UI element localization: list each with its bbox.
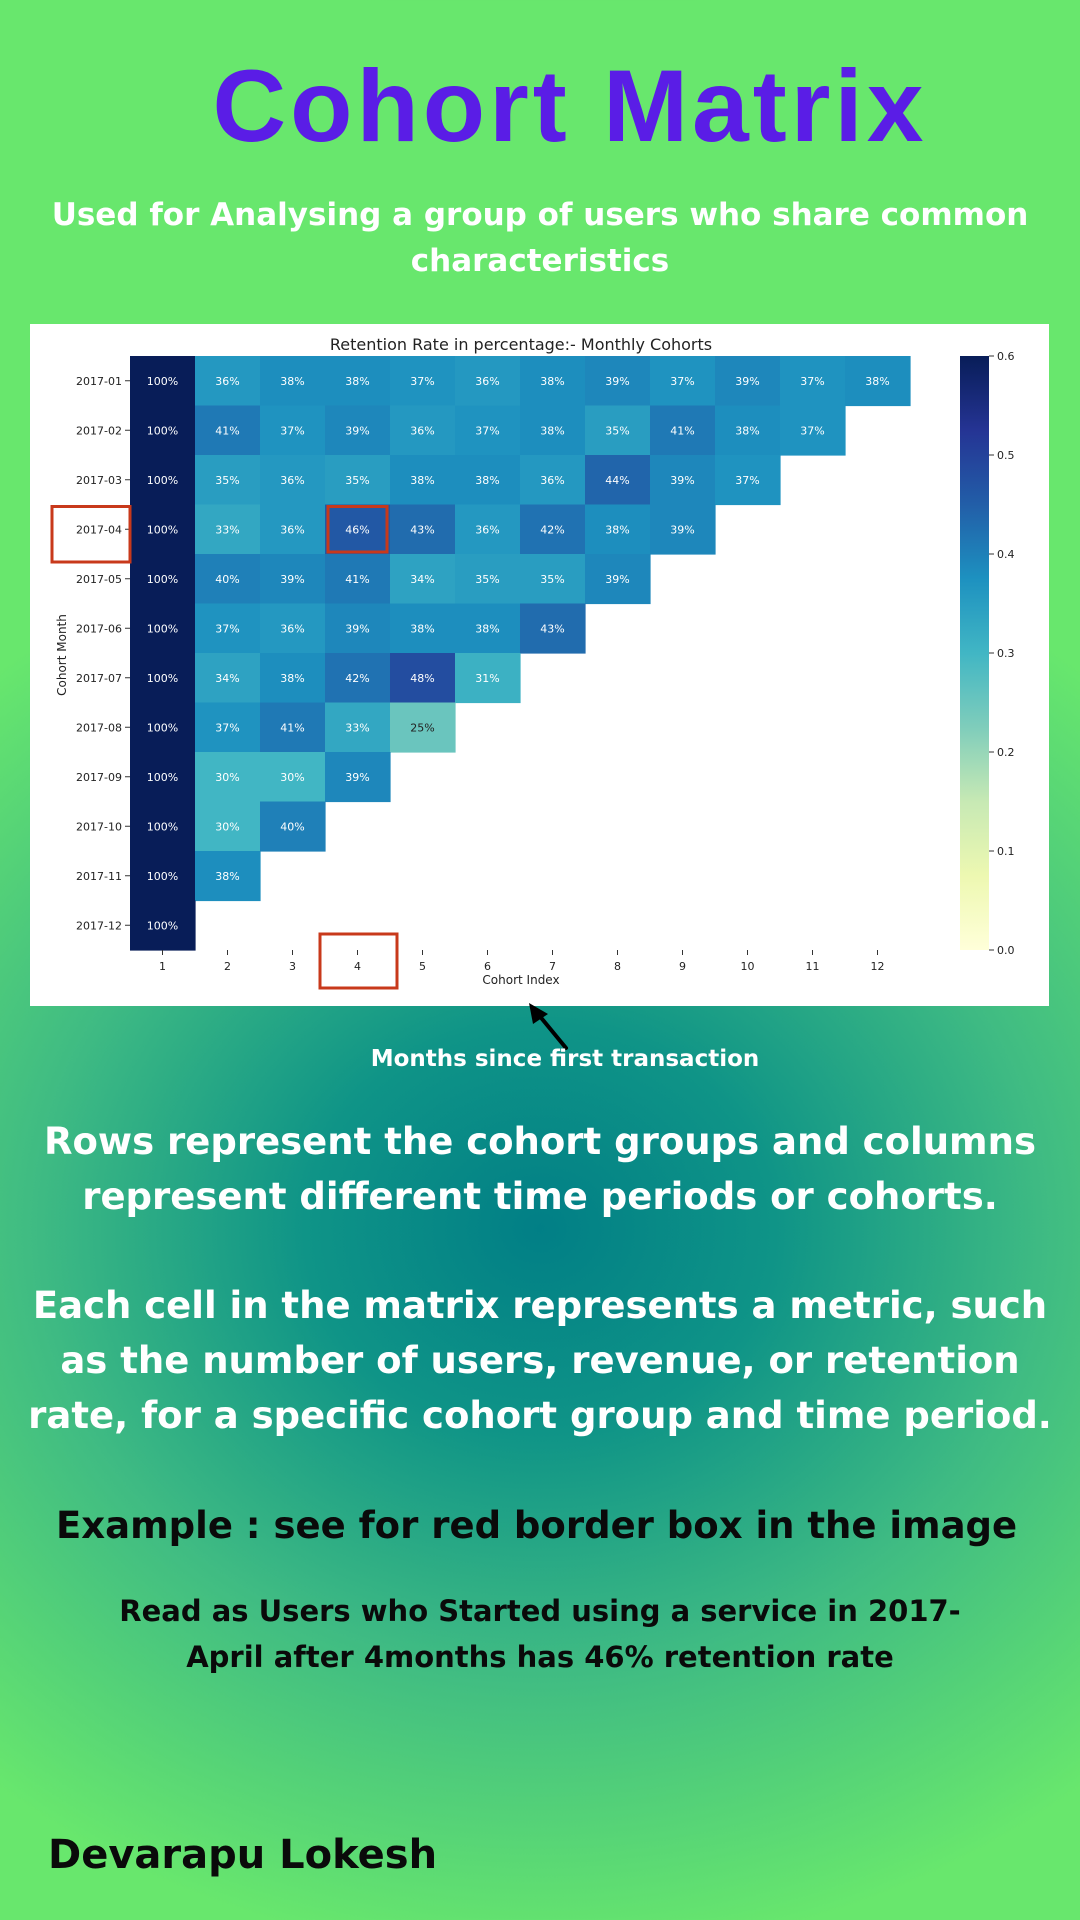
cell-value-label: 38% — [735, 424, 760, 438]
cell-value-label: 35% — [540, 572, 565, 586]
cell-value-label: 100% — [146, 721, 179, 735]
x-tick-label: 11 — [805, 960, 820, 973]
x-tick-label: 4 — [354, 960, 361, 973]
cell-value-label: 100% — [146, 473, 179, 487]
x-tick-label: 2 — [224, 960, 231, 973]
cohort-heatmap — [30, 324, 1049, 1006]
cell-value-label: 39% — [280, 572, 305, 586]
x-tick-label: 9 — [679, 960, 686, 973]
cell-value-label: 38% — [605, 523, 630, 537]
cell-value-label: 43% — [540, 622, 565, 636]
y-tick-label: 2017-05 — [76, 572, 122, 586]
cell-value-label: 37% — [410, 374, 435, 388]
cell-value-label: 48% — [410, 671, 435, 685]
page-title: Cohort Matrix — [212, 49, 928, 163]
cell-metric-description: Each cell in the matrix represents a metric, such as the number of users, revenue, or retention rate, for a specific cohort group and time period. — [28, 1284, 1052, 1437]
cell-value-label: 100% — [146, 869, 179, 883]
cell-value-label: 44% — [605, 473, 630, 487]
cell-value-label: 30% — [215, 770, 240, 784]
cohort-heatmap-panel — [30, 324, 1049, 1006]
x-tick-label: 1 — [159, 960, 166, 973]
x-tick-label: 5 — [419, 960, 426, 973]
y-tick-label: 2017-03 — [76, 473, 122, 487]
cell-value-label: 36% — [280, 523, 305, 537]
y-tick-label: 2017-01 — [76, 374, 122, 388]
cell-value-label: 39% — [345, 622, 370, 636]
cell-value-label: 37% — [670, 374, 695, 388]
cell-value-label: 39% — [345, 424, 370, 438]
cell-value-label: 39% — [605, 572, 630, 586]
author-name: Devarapu Lokesh — [48, 1832, 438, 1878]
y-tick-label: 2017-11 — [76, 869, 122, 883]
y-tick-label: 2017-02 — [76, 424, 122, 438]
cell-value-label: 37% — [735, 473, 760, 487]
cell-value-label: 38% — [280, 671, 305, 685]
cell-value-label: 41% — [345, 572, 370, 586]
cell-value-label: 38% — [475, 622, 500, 636]
cell-value-label: 38% — [280, 374, 305, 388]
cell-value-label: 36% — [540, 473, 565, 487]
cell-value-label: 40% — [215, 572, 240, 586]
cell-value-label: 100% — [146, 523, 179, 537]
cell-value-label: 25% — [410, 721, 435, 735]
cell-value-label: 100% — [146, 770, 179, 784]
cell-value-label: 39% — [345, 770, 370, 784]
colorbar-tick-label: 0.5 — [997, 449, 1015, 462]
cell-value-label: 38% — [410, 473, 435, 487]
cell-value-label: 38% — [475, 473, 500, 487]
cell-value-label: 36% — [215, 374, 240, 388]
cell-value-label: 38% — [865, 374, 890, 388]
x-axis-label: Cohort Index — [482, 973, 560, 987]
cell-value-label: 39% — [670, 473, 695, 487]
cell-value-label: 42% — [540, 523, 565, 537]
cell-value-label: 100% — [146, 374, 179, 388]
colorbar-tick-label: 0.1 — [997, 845, 1015, 858]
cell-value-label: 37% — [475, 424, 500, 438]
cell-value-label: 37% — [800, 424, 825, 438]
cell-value-label: 38% — [540, 424, 565, 438]
cell-value-label: 39% — [735, 374, 760, 388]
cell-value-label: 46% — [345, 523, 370, 537]
cell-value-label: 36% — [475, 374, 500, 388]
example-heading: Example : see for red border box in the image — [56, 1504, 1018, 1547]
cell-value-label: 41% — [280, 721, 305, 735]
y-tick-label: 2017-08 — [76, 721, 122, 735]
cell-value-label: 36% — [475, 523, 500, 537]
cell-value-label: 100% — [146, 671, 179, 685]
cell-value-label: 41% — [670, 424, 695, 438]
y-tick-label: 2017-10 — [76, 820, 122, 834]
cell-value-label: 37% — [800, 374, 825, 388]
cell-value-label: 100% — [146, 622, 179, 636]
cell-value-label: 31% — [475, 671, 500, 685]
cell-value-label: 42% — [345, 671, 370, 685]
y-axis-label: Cohort Month — [55, 614, 69, 696]
callout-text: Months since first transaction — [370, 1046, 760, 1072]
x-tick-label: 7 — [549, 960, 556, 973]
cell-value-label: 35% — [605, 424, 630, 438]
cell-value-label: 100% — [146, 424, 179, 438]
cell-value-label: 34% — [410, 572, 435, 586]
cell-value-label: 36% — [410, 424, 435, 438]
colorbar-tick-label: 0.2 — [997, 746, 1015, 759]
colorbar — [960, 356, 989, 950]
cell-value-label: 30% — [280, 770, 305, 784]
y-tick-label: 2017-06 — [76, 622, 122, 636]
cell-value-label: 34% — [215, 671, 240, 685]
cell-value-label: 35% — [345, 473, 370, 487]
cell-value-label: 100% — [146, 820, 179, 834]
cell-value-label: 35% — [215, 473, 240, 487]
cell-value-label: 36% — [280, 473, 305, 487]
example-explanation: Read as Users who Started using a service in 2017-April after 4months has 46% retention rate — [119, 1594, 961, 1674]
chart-title: Retention Rate in percentage:- Monthly Cohorts — [329, 335, 713, 354]
cell-value-label: 38% — [410, 622, 435, 636]
cell-value-label: 41% — [215, 424, 240, 438]
cell-value-label: 37% — [215, 622, 240, 636]
cell-value-label: 33% — [215, 523, 240, 537]
cell-value-label: 39% — [605, 374, 630, 388]
callout-arrow-icon — [520, 998, 570, 1052]
cell-value-label: 100% — [146, 919, 179, 933]
cell-value-label: 35% — [475, 572, 500, 586]
x-tick-label: 10 — [740, 960, 755, 973]
colorbar-tick-label: 0.6 — [997, 350, 1015, 363]
y-tick-label: 2017-04 — [76, 523, 122, 537]
y-tick-label: 2017-07 — [76, 671, 122, 685]
cell-value-label: 100% — [146, 572, 179, 586]
colorbar-tick-label: 0.3 — [997, 647, 1015, 660]
cell-value-label: 38% — [540, 374, 565, 388]
y-tick-label: 2017-09 — [76, 770, 122, 784]
cell-value-label: 38% — [345, 374, 370, 388]
cell-value-label: 37% — [215, 721, 240, 735]
rows-columns-description: Rows represent the cohort groups and columns represent different time periods or cohorts. — [44, 1120, 1036, 1218]
cell-value-label: 37% — [280, 424, 305, 438]
cell-value-label: 39% — [670, 523, 695, 537]
cell-value-label: 30% — [215, 820, 240, 834]
page-subtitle: Used for Analysing a group of users who share common characteristics — [51, 197, 1029, 279]
y-tick-label: 2017-12 — [76, 919, 122, 933]
cell-value-label: 40% — [280, 820, 305, 834]
x-tick-label: 12 — [870, 960, 885, 973]
cell-value-label: 43% — [410, 523, 435, 537]
colorbar-tick-label: 0.4 — [997, 548, 1015, 561]
colorbar-tick-label: 0.0 — [997, 944, 1015, 957]
x-tick-label: 8 — [614, 960, 621, 973]
cell-value-label: 38% — [215, 869, 240, 883]
x-tick-label: 3 — [289, 960, 296, 973]
cell-value-label: 33% — [345, 721, 370, 735]
cell-value-label: 36% — [280, 622, 305, 636]
x-tick-label: 6 — [484, 960, 491, 973]
